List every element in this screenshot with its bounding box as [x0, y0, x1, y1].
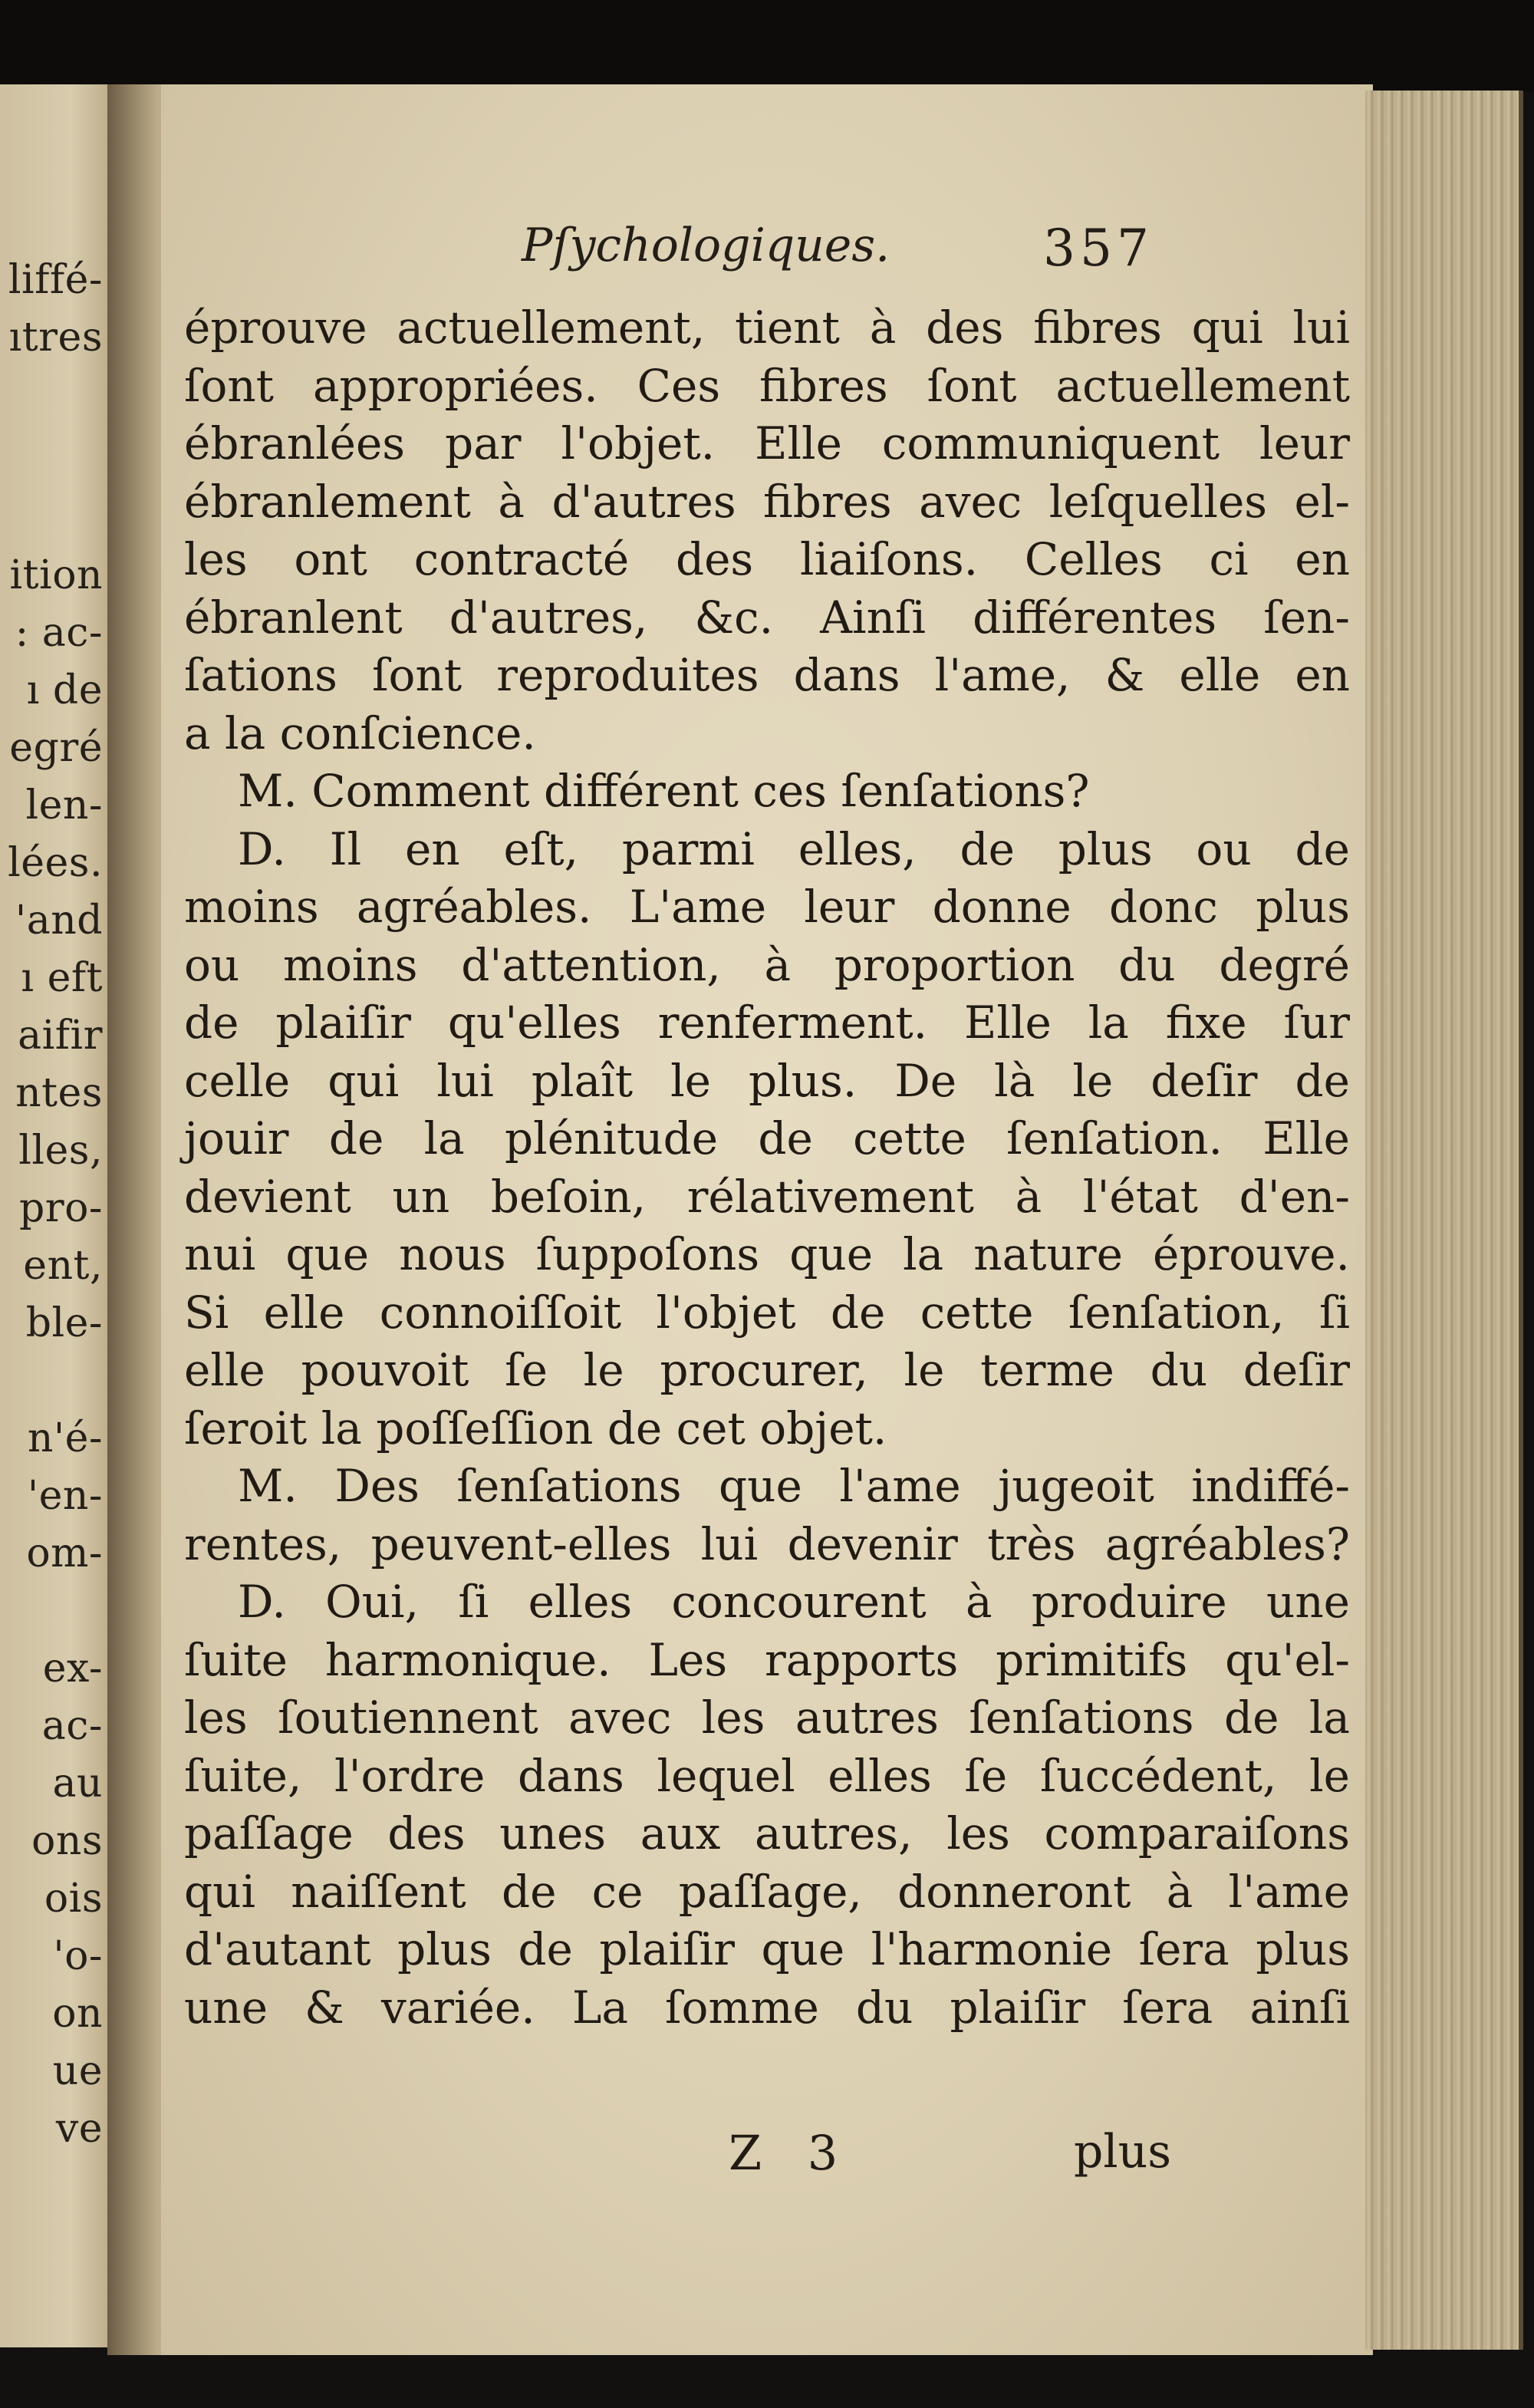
left-fragment: ble-: [25, 1300, 103, 1346]
left-fragment: om-: [26, 1530, 103, 1576]
text-line: moins agréables. L'ame leur donne donc plus: [184, 881, 1350, 933]
text-line: D. Oui, ſi elles concourent à produire une: [238, 1576, 1350, 1628]
signature-mark: Z 3: [729, 2125, 854, 2181]
page-block-edges: [1365, 91, 1523, 2350]
text-line: nui que nous ſuppoſons que la nature éprouve.: [184, 1228, 1350, 1280]
text-line: paſſage des unes aux autres, les comparaiſons: [184, 1807, 1350, 1860]
text-line: devient un beſoin, rélativement à l'état d'en-: [184, 1170, 1350, 1223]
left-fragment: aifir: [18, 1013, 103, 1059]
text-line: ébranlement à d'autres fibres avec leſquelles el-: [184, 475, 1350, 528]
scan-background: [0, 0, 1534, 92]
left-fragment: ı eft: [21, 955, 103, 1001]
left-fragment: 'and: [15, 898, 103, 944]
left-fragment: n'é-: [27, 1415, 103, 1461]
left-fragment: : ac-: [15, 610, 103, 656]
page-footer: [161, 2125, 1358, 2194]
text-line: celle qui lui plaît le plus. De là le deſir de: [184, 1054, 1350, 1107]
left-fragment: ent,: [23, 1243, 103, 1289]
left-fragment: ntes: [15, 1070, 103, 1116]
page-number: 357: [1043, 219, 1154, 278]
left-fragment: ons: [31, 1818, 103, 1864]
left-fragment: lles,: [18, 1128, 103, 1174]
text-line: ſuite, l'ordre dans lequel elles ſe ſuccédent, le: [184, 1749, 1350, 1802]
left-fragment: 'en-: [27, 1473, 103, 1519]
text-line: D. Il en eſt, parmi elles, de plus ou de: [238, 822, 1350, 875]
body-text: [184, 299, 1350, 2037]
text-line: jouir de la plénitude de cette ſenſation. Elle: [184, 1112, 1350, 1164]
left-fragment: len-: [25, 782, 103, 828]
left-fragment: liffé-: [8, 257, 103, 303]
book-page: [161, 84, 1373, 2355]
text-line: Si elle connoiſſoit l'objet de cette ſenſation, ſi: [184, 1286, 1350, 1339]
text-line: elle pouvoit ſe le procurer, le terme du deſir: [184, 1344, 1350, 1396]
left-fragment: ition: [9, 552, 103, 598]
text-line: ſuite harmonique. Les rapports primitifs qu'el-: [184, 1633, 1350, 1686]
text-line: une & variée. La ſomme du plaiſir ſera ainſi: [184, 1981, 1350, 2034]
left-fragment: 'o-: [53, 1933, 103, 1979]
left-fragment: on: [52, 1991, 103, 2037]
text-line: ſations ſont reproduites dans l'ame, & elle en: [184, 649, 1350, 701]
text-line: éprouve actuellement, tient à des fibres qui lui: [184, 301, 1350, 354]
text-line: ou moins d'attention, à proportion du degré: [184, 938, 1350, 991]
left-fragment: ois: [44, 1876, 103, 1922]
left-fragment: ue: [52, 2048, 103, 2094]
catchword: plus: [1074, 2125, 1172, 2179]
left-fragment: ve: [55, 2106, 103, 2152]
text-line: de plaiſir qu'elles renferment. Elle la fixe ſur: [184, 996, 1350, 1049]
running-head: Pſychologiques.: [522, 219, 890, 272]
text-line: qui naiſſent de ce paſſage, donneront à l'ame: [184, 1865, 1350, 1918]
text-line: les ſoutiennent avec les autres ſenſations de la: [184, 1692, 1350, 1744]
text-line: ébranlées par l'objet. Elle communiquent leur: [184, 417, 1350, 469]
text-line: ébranlent d'autres, &c. Ainſi différentes ſen-: [184, 591, 1350, 644]
left-fragment: ı de: [26, 667, 103, 713]
left-fragment: ac-: [41, 1703, 103, 1749]
left-fragment: egré: [9, 725, 103, 771]
left-fragment: au: [52, 1761, 103, 1807]
left-fragment: lées.: [8, 840, 103, 886]
text-line: ſont appropriées. Ces fibres ſont actuellement: [184, 359, 1350, 412]
text-line: ſeroit la poſſeſſion de cet objet.: [184, 1402, 887, 1454]
left-fragment: ıtres: [8, 315, 103, 361]
left-fragment: ex-: [42, 1645, 103, 1692]
text-line: les ont contracté des liaiſons. Celles ci en: [184, 533, 1350, 585]
text-line: M. Comment différent ces ſenſations?: [238, 765, 1090, 817]
page-header: [161, 219, 1342, 288]
text-line: M. Des ſenſations que l'ame jugeoit indiffé-: [238, 1460, 1350, 1512]
text-line: rentes, peuvent-elles lui devenir très agréables?: [184, 1517, 1350, 1570]
text-line: d'autant plus de plaiſir que l'harmonie ſera plus: [184, 1923, 1350, 1975]
text-line: a la conſcience.: [184, 707, 536, 759]
left-fragment: pro-: [18, 1185, 103, 1231]
